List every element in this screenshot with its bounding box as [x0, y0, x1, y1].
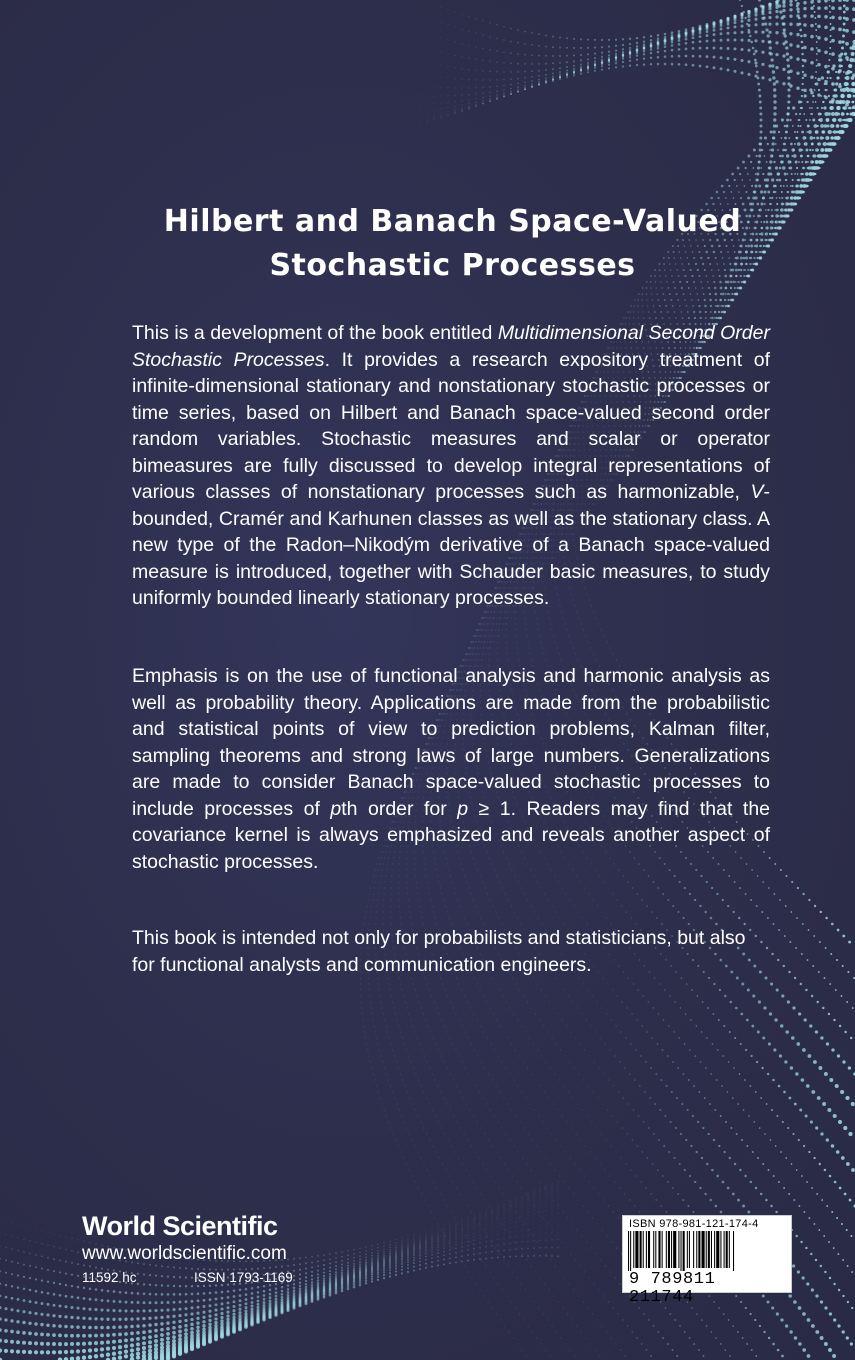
publisher-url: www.worldscientific.com [82, 1243, 287, 1264]
publisher-block [82, 1210, 293, 1288]
book-title [120, 200, 785, 288]
para1-italic-v: V [750, 481, 764, 503]
title-line-2: Stochastic Processes [269, 248, 636, 283]
para2-text-end: ≥ 1. Readers may find that the covariance kernel is always emphasized and reveals another aspect of stochastic processes. [132, 797, 771, 873]
description-paragraph-2 [132, 663, 770, 875]
para2-italic-p2: p [457, 797, 469, 820]
referenced-book-title: Multidimensional Second Order Stochastic Processes [132, 322, 770, 371]
para1-text-start: This is a development of the book entitled [132, 322, 498, 344]
publisher-codes [82, 1268, 293, 1288]
para2-text-middle: th order for [341, 797, 458, 820]
para1-text-middle: . It provides a research expository treatment of infinite-dimensional stationary and nonstationary stochastic processes or time series, based on Hilbert and Banach space-valued second order random variables. Stochastic measures and scalar or operator bimeasures are fully discussed to develop integral representations of various classes of nonstationary processes such as harmonizable, [132, 348, 770, 503]
para1-text-end: -bounded, Cramér and Karhunen classes as well as the stationary class. A new type of the Radon–Nikodým derivative of a Banach space-valued measure is introduced, together with Schauder basic measures, to study uniformly bounded linearly stationary processes. [132, 481, 770, 609]
title-line-1: Hilbert and Banach Space-Valued [163, 204, 742, 239]
para2-italic-p: p [330, 797, 342, 820]
barcode-bars [628, 1231, 786, 1271]
description-paragraph-3 [132, 925, 770, 978]
publisher-name: World Scientific [82, 1211, 278, 1241]
issn-code: ISSN 1793-1169 [194, 1270, 293, 1285]
description-paragraph-1 [132, 320, 770, 612]
para3-text: This book is intended not only for probabilists and statisticians, but also for functional analysts and communication engineers. [132, 927, 746, 976]
catalog-code: 11592 hc [82, 1270, 137, 1285]
isbn-barcode [622, 1215, 792, 1307]
para2-text-start: Emphasis is on the use of functional analysis and harmonic analysis as well as probability theory. Applications are made from the probabilistic and statistical points of view to prediction problems, Kalman filter, sampling theorems and strong laws of large numbers. Generalizations are made to consider Banach space-valued stochastic processes to include processes of [132, 665, 770, 820]
isbn-digits: 9 789811 211744 [629, 1270, 716, 1307]
isbn-label: ISBN 978-981-121-174-4 [629, 1218, 759, 1230]
